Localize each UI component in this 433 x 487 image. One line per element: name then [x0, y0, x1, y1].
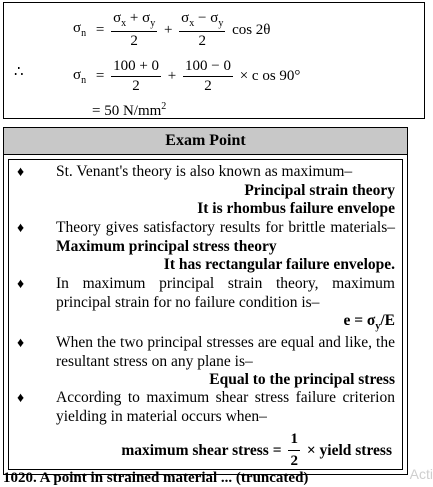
fraction: $\frac{\sigma_x - \sigma_y}{2}$	[181, 10, 224, 49]
diamond-bullet-icon: ♦	[17, 165, 25, 180]
final-answer: maximum shear stress = $\frac{1}{2}$ × yield stress	[121, 431, 392, 469]
diamond-bullet-icon: ♦	[17, 336, 25, 351]
exam-point-body	[8, 159, 403, 470]
point-answer: It is rhombus failure envelope	[197, 200, 395, 218]
formula-line-1: $\sigma_n$ = $\frac{\sigma_x + \sigma_y}{2}$ + $\frac{\sigma_x - \sigma_y}{2}$ cos 2θ	[73, 10, 271, 49]
fraction: $\frac{100 + 0}{2}$	[113, 58, 160, 94]
formula-box	[3, 2, 425, 119]
point-text: In maximum principal strain theory, maximum principal strain for no failure condition is–	[56, 275, 395, 311]
activate-watermark: Acti	[409, 466, 433, 482]
diamond-bullet-icon: ♦	[17, 277, 25, 292]
formula-result: = 50 $N/mm^2$	[92, 101, 167, 119]
point-text: According to maximum shear stress failure criterion yielding in material occurs when–	[56, 389, 395, 425]
point-answer: Equal to the principal stress	[209, 371, 395, 389]
diamond-bullet-icon: ♦	[17, 391, 25, 406]
fraction: $\frac{\sigma_x + \sigma_y}{2}$	[113, 10, 156, 49]
point-text: When the two principal stresses are equal and like, the resultant stress on any plane is–	[56, 334, 395, 370]
point-text: Theory gives satisfactory results for brittle materials–	[56, 219, 395, 236]
exam-point-panel	[3, 127, 408, 475]
point-inline-answer: Maximum principal stress theory	[56, 237, 277, 255]
fraction: $\frac{100 - 0}{2}$	[185, 58, 231, 94]
therefore-symbol: ∴	[14, 64, 24, 80]
point-answer: $e = \sigma_y/E$	[343, 312, 395, 333]
point-answer: Principal strain theory	[244, 181, 395, 199]
next-question-text: 1020. A point in strained material ... (truncated)	[3, 470, 309, 486]
point-text: St. Venant's theory is also known as maximum–	[56, 163, 353, 180]
formula-line-2: $\sigma_n$ = $\frac{100 + 0}{2}$ + $\frac{100 - 0}{2}$ × c os 90°	[73, 58, 301, 94]
exam-point-header: Exam Point	[4, 128, 407, 155]
diamond-bullet-icon: ♦	[17, 221, 25, 236]
point-answer: It has rectangular failure envelope.	[163, 256, 395, 274]
